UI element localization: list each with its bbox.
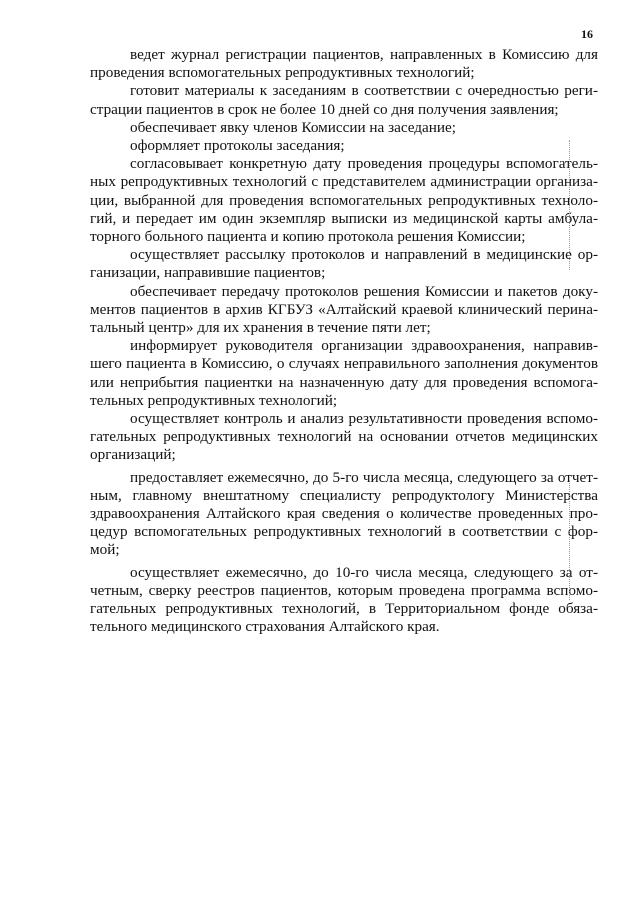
scan-edge-mark: [569, 140, 570, 270]
paragraph-journal: ведет журнал регистрации пациентов, направленных в Комиссию для проведения вспомогательных репродуктивных технологий;: [90, 46, 598, 82]
page-number: 16: [581, 27, 593, 41]
paragraph-control: осуществляет контроль и анализ результативности проведения вспомогательных репродуктивных технологий на основании отчетов медицинских организаций;: [90, 410, 598, 464]
paragraph-monthly-reconciliation: осуществляет ежемесячно, до 10-го числа месяца, следующего за отчетным, сверку реестров пациентов, которым проведена программа вспомогательных репродуктивных технологий, в Территориальном фонде обязательного медицинского страхования Алтайского края.: [90, 563, 598, 636]
paragraph-monthly-report: предоставляет ежемесячно, до 5-го числа месяца, следующего за отчетным, главному внештатному специалисту репродуктологу Министерства здравоохранения Алтайского края сведения о количестве проведенных процедур вспомогательных репродуктивных технологий в соответствии с формой;: [90, 468, 598, 559]
paragraph-materials: готовит материалы к заседаниям в соответствии с очередностью регистрации пациентов в срок не более 10 дней со дня получения заявления;: [90, 82, 598, 118]
scan-edge-mark: [569, 480, 570, 600]
paragraph-inform: информирует руководителя организации здравоохранения, направившего пациента в Комиссию, о случаях неправильного заполнения документов или неприбытия пациентки на назначенную дату для проведения вспомогательных репродуктивных технологий;: [90, 337, 598, 409]
document-body: [90, 46, 598, 637]
paragraph-date-agreement: согласовывает конкретную дату проведения процедуры вспомогательных репродуктивных технологий с представителем администрации организации, выбранной для проведения вспомогательных репродуктивных технологий, и передает им один экземпляр выписки из медицинской карты амбулаторного больного пациента и копию протокола решения Комиссии;: [90, 155, 598, 246]
paragraph-attendance: обеспечивает явку членов Комиссии на заседание;: [130, 118, 456, 136]
paragraph-protocols: оформляет протоколы заседания;: [130, 137, 345, 155]
paragraph-mailing: осуществляет рассылку протоколов и направлений в медицинские организации, направившие пациентов;: [90, 246, 598, 282]
paragraph-archive: обеспечивает передачу протоколов решения Комиссии и пакетов документов пациентов в архив КГБУЗ «Алтайский краевой клинический перинатальный центр» для их хранения в течение пяти лет;: [90, 282, 598, 337]
